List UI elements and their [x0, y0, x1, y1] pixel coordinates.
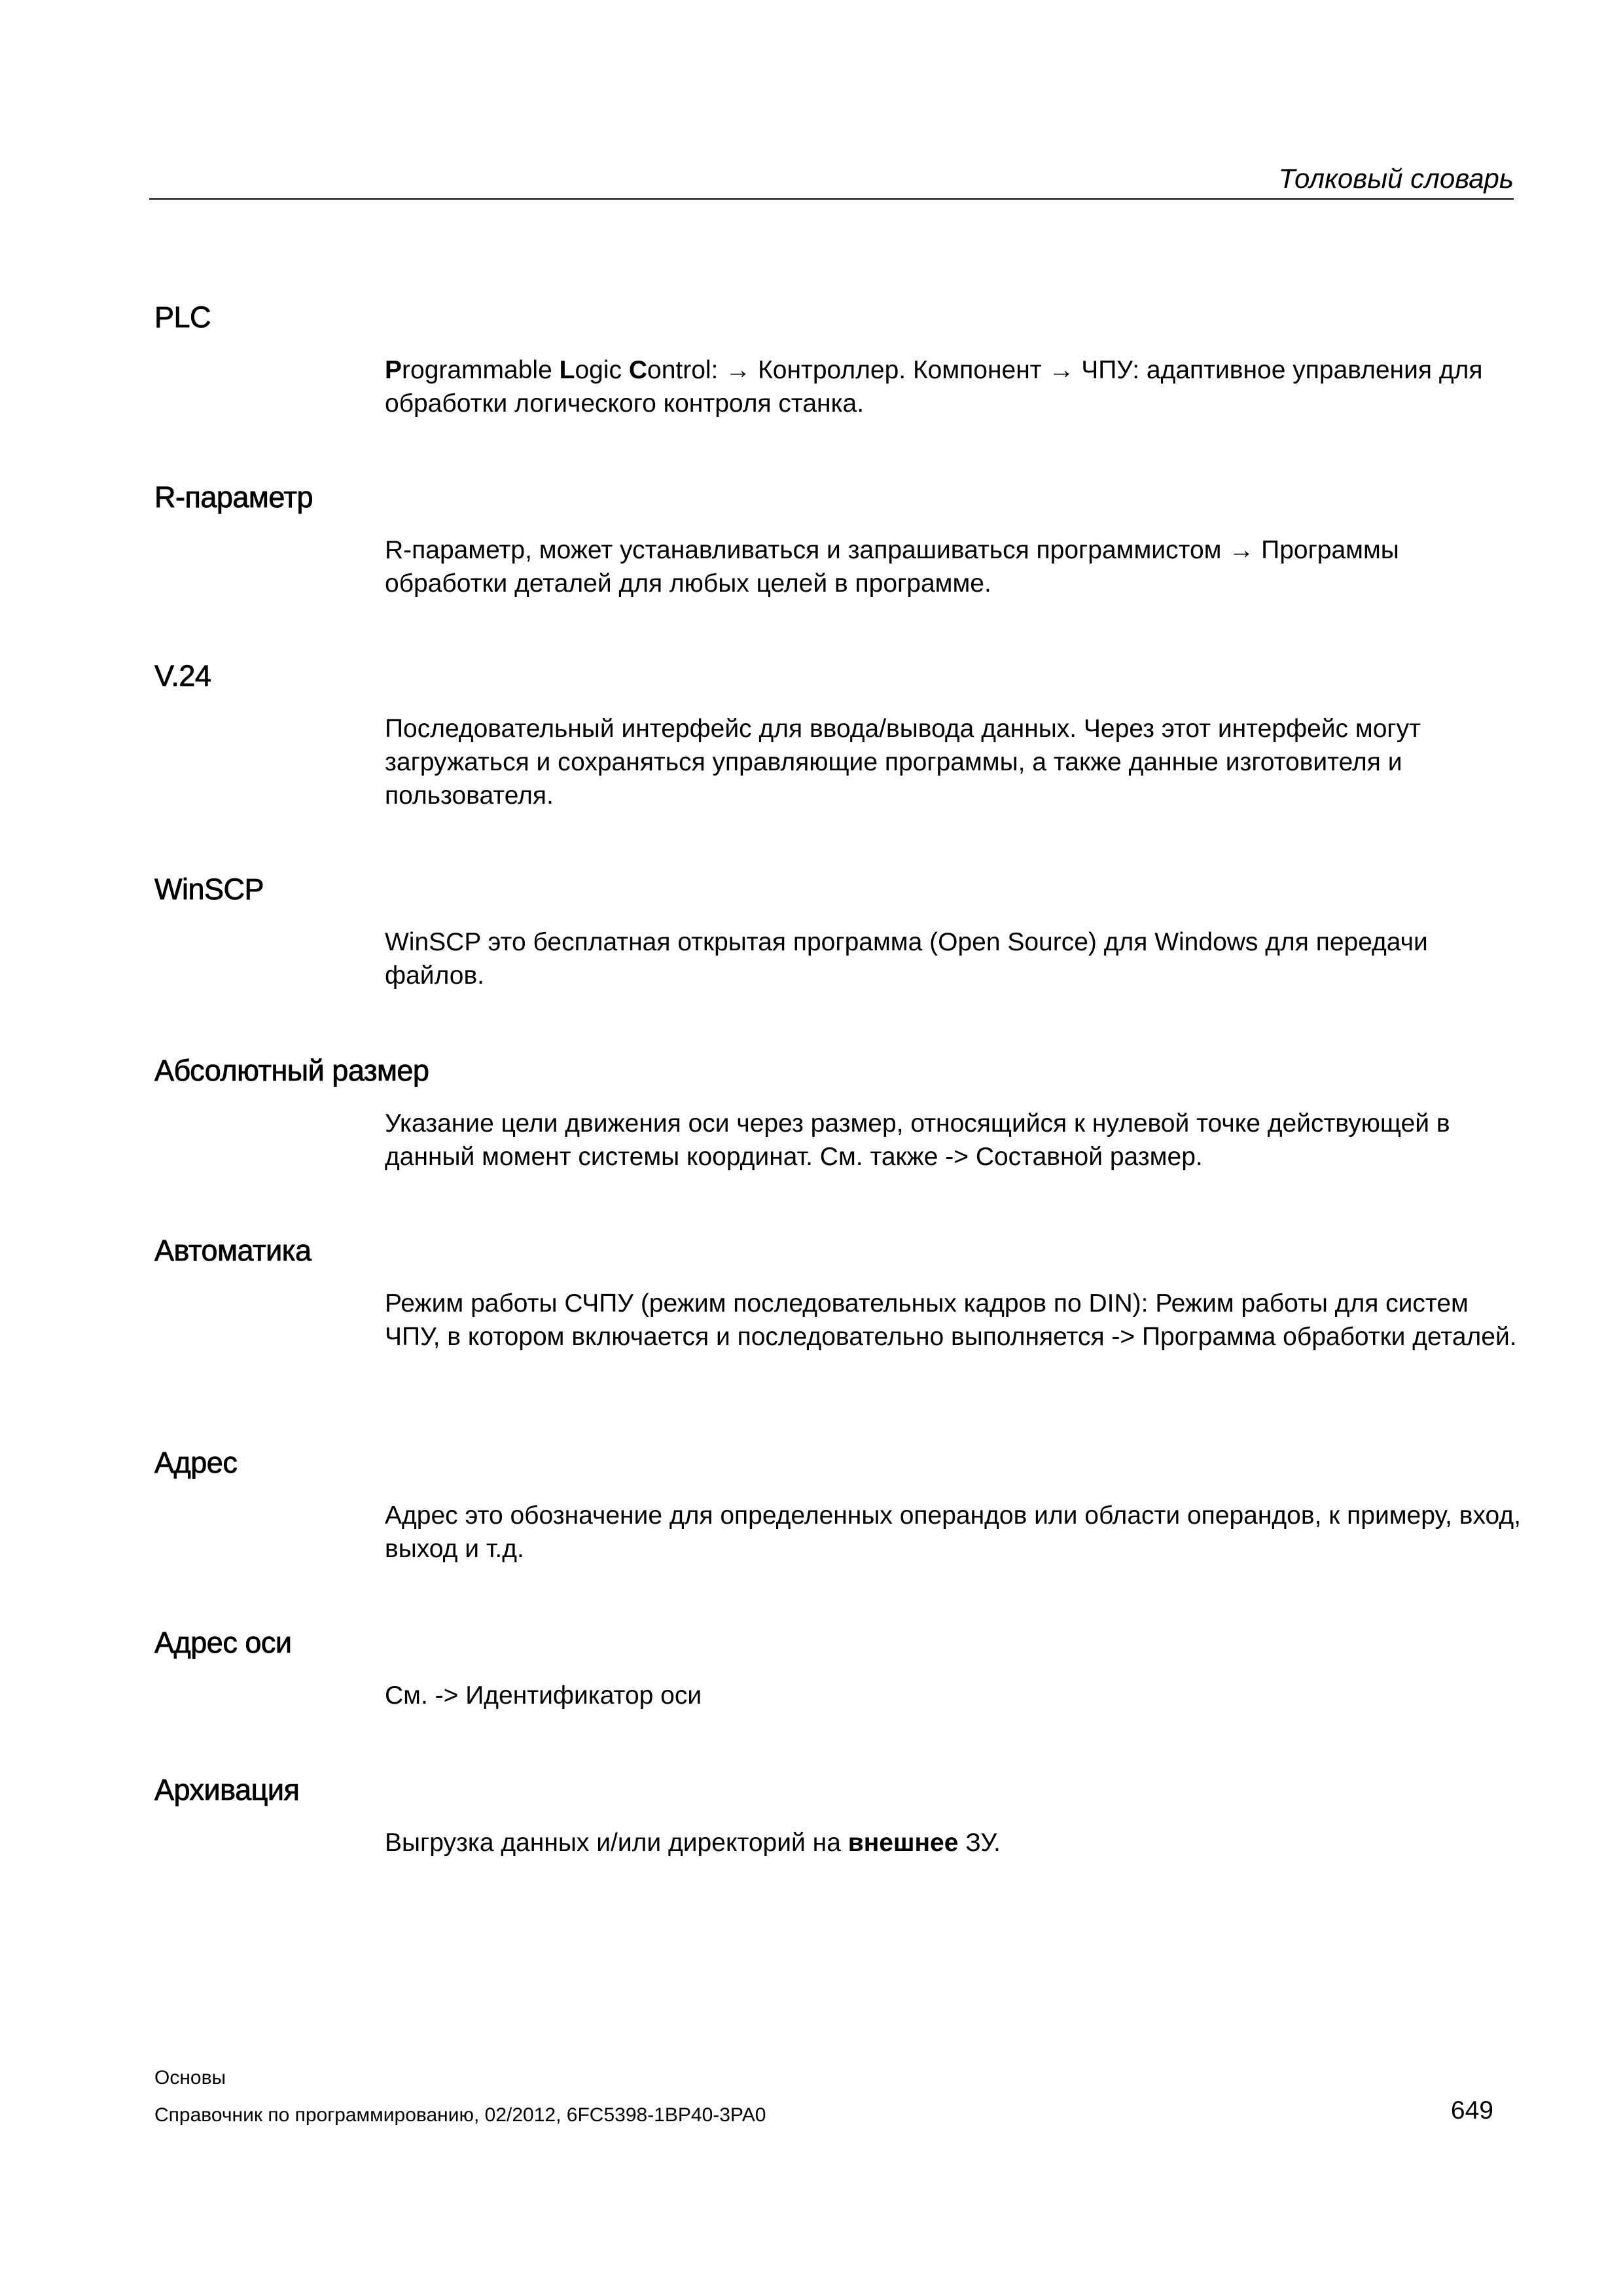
running-header-title: Толковый словарь [1278, 163, 1514, 194]
acronym-letter: P [385, 356, 402, 384]
footer-manual-title: Основы [154, 2067, 226, 2089]
entry-term: V.24 [154, 659, 211, 692]
entry-definition: WinSCP это бесплатная открытая программа (Open Source) для Windows для передачи файлов. [385, 928, 1428, 990]
entry-definition: R-параметр, может устанавливаться и запрашиваться программистом → Программы обработки деталей для любых целей в программе. [385, 536, 1399, 598]
entry-definition: Programmable Logic Control: → Контроллер. Компонент → ЧПУ: адаптивное управления для обработки логического контроля станка. [385, 356, 1483, 418]
entry-term: PLC [154, 300, 211, 334]
entry-term: WinSCP [154, 872, 264, 906]
acronym-letter: C [628, 356, 647, 384]
entry-definition: Адрес это обозначение для определенных операндов или области операндов, к примеру, вход, выход и т.д. [385, 1501, 1521, 1563]
emphasized-word: внешнее [847, 1829, 959, 1857]
acronym-letter: L [559, 356, 575, 384]
entry-term: Архивация [154, 1773, 300, 1806]
entry-term: Адрес оси [154, 1626, 292, 1659]
entry-term: Адрес [154, 1446, 238, 1479]
page-number: 649 [1450, 2096, 1493, 2125]
entry-definition: Указание цели движения оси через размер, относящийся к нулевой точке действующей в данный момент системы координат. См. также -> Составной размер. [385, 1109, 1450, 1171]
entry-definition: См. -> Идентификатор оси [385, 1681, 702, 1710]
entry-term: Автоматика [154, 1234, 312, 1267]
entry-term: R-параметр [154, 480, 313, 514]
footer-reference: Справочник по программированию, 02/2012, 6FC5398-1BP40-3PA0 [154, 2104, 766, 2126]
entry-term: Абсолютный размер [154, 1054, 429, 1087]
header-divider [149, 198, 1514, 200]
entry-definition: Режим работы СЧПУ (режим последовательных кадров по DIN): Режим работы для систем ЧПУ, в котором включается и последовательно выполняется -> Программа обработки деталей. [385, 1289, 1517, 1351]
entry-definition: Последовательный интерфейс для ввода/вывода данных. Через этот интерфейс могут загружаться и сохраняться управляющие программы, а также данные изготовителя и пользователя. [385, 715, 1421, 810]
entry-definition: Выгрузка данных и/или директорий на внешнее ЗУ. [385, 1829, 1001, 1857]
